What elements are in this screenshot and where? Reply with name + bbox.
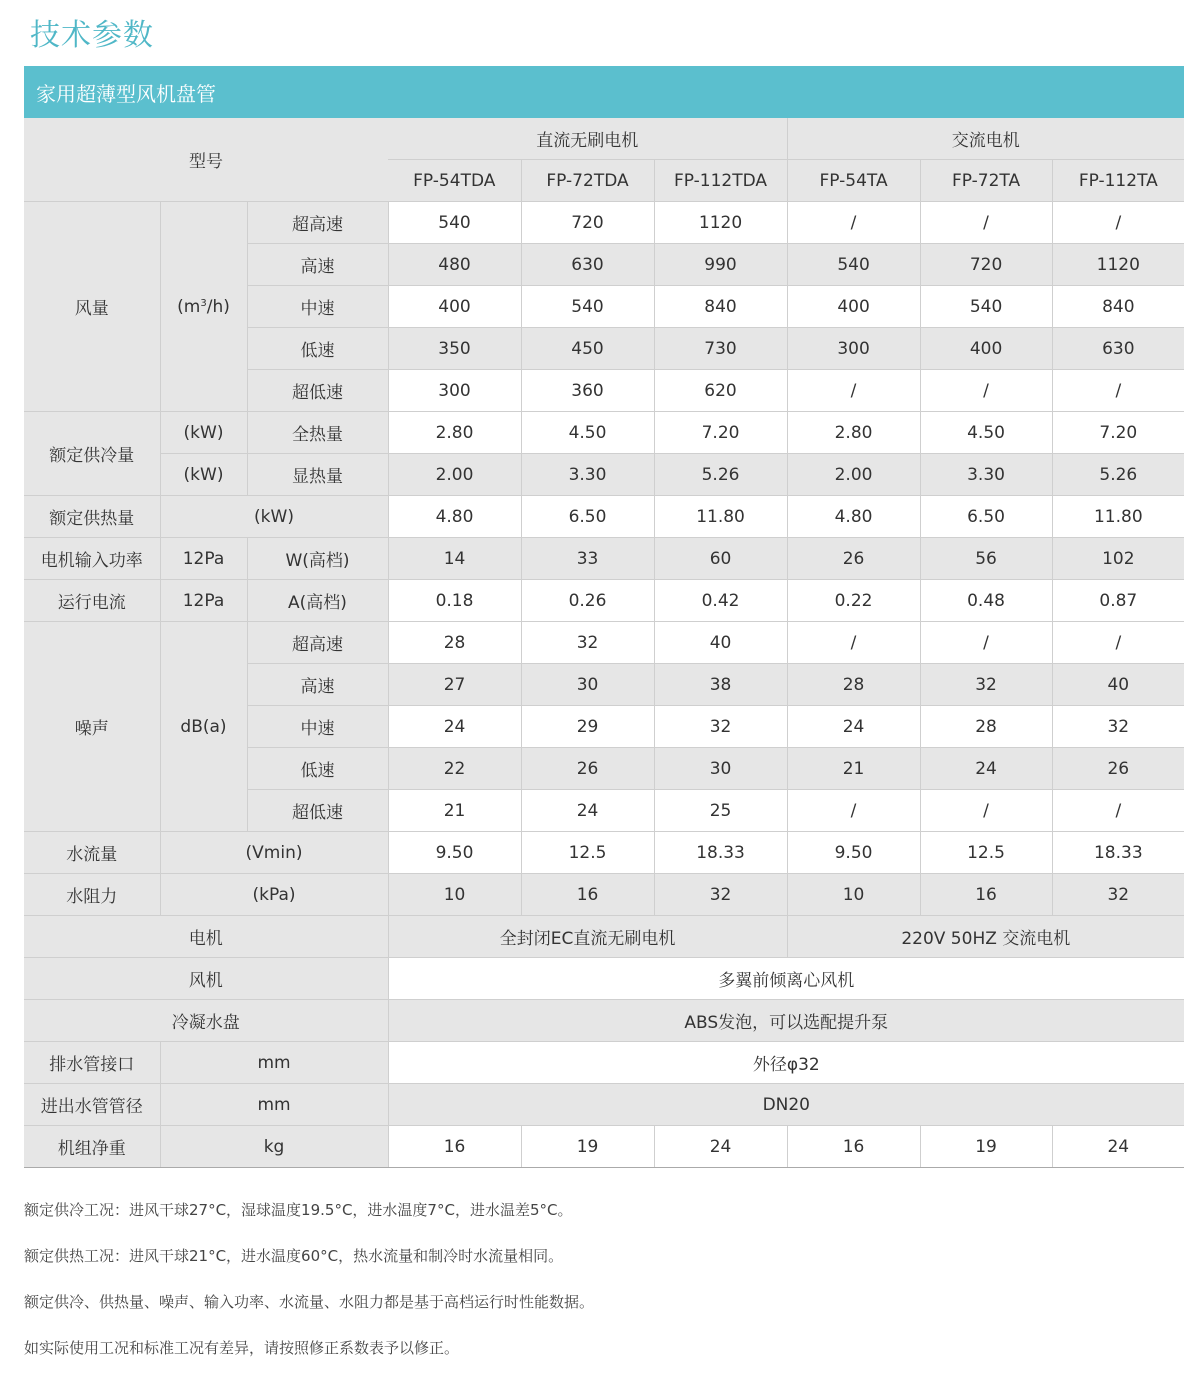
model-name: FP-54TDA (388, 160, 521, 202)
drain-pipe-unit: mm (160, 1042, 388, 1084)
current-cond: 12Pa (160, 580, 247, 622)
airflow-value: / (920, 370, 1052, 412)
fan-value: 多翼前倾离心风机 (388, 958, 1184, 1000)
table-row (24, 496, 1184, 538)
weight-label: 机组净重 (24, 1126, 160, 1168)
power-cond: 12Pa (160, 538, 247, 580)
water-pipe-value: DN20 (388, 1084, 1184, 1126)
noise-value: 26 (1052, 748, 1184, 790)
noise-value: 32 (920, 664, 1052, 706)
airflow-value: 400 (388, 286, 521, 328)
airflow-value: 620 (654, 370, 787, 412)
weight-value: 16 (787, 1126, 920, 1168)
noise-value: 26 (521, 748, 654, 790)
airflow-value: / (1052, 370, 1184, 412)
current-value: 0.42 (654, 580, 787, 622)
weight-value: 24 (1052, 1126, 1184, 1168)
speed-label: 中速 (247, 706, 388, 748)
power-value: 102 (1052, 538, 1184, 580)
heating-label: 额定供热量 (24, 496, 160, 538)
cooling-value: 2.00 (787, 454, 920, 496)
speed-label: 高速 (247, 664, 388, 706)
heating-value: 6.50 (521, 496, 654, 538)
heating-value: 4.80 (787, 496, 920, 538)
cooling-unit: (kW) (160, 412, 247, 454)
noise-value: 28 (388, 622, 521, 664)
model-name: FP-54TA (787, 160, 920, 202)
speed-label: 超低速 (247, 790, 388, 832)
notes (24, 1192, 1184, 1376)
speed-label: 低速 (247, 748, 388, 790)
water-resistance-label: 水阻力 (24, 874, 160, 916)
table-row (24, 958, 1184, 1000)
cooling-value: 2.80 (388, 412, 521, 454)
water-flow-unit: (Vmin) (160, 832, 388, 874)
unit-sup: 3 (200, 297, 207, 309)
airflow-value: / (1052, 202, 1184, 244)
noise-value: 24 (521, 790, 654, 832)
airflow-value: 540 (920, 286, 1052, 328)
motor-label: 电机 (24, 916, 388, 958)
noise-value: 32 (1052, 706, 1184, 748)
current-value: 0.22 (787, 580, 920, 622)
airflow-value: 400 (787, 286, 920, 328)
noise-value: / (1052, 622, 1184, 664)
water-flow-value: 9.50 (388, 832, 521, 874)
weight-value: 19 (521, 1126, 654, 1168)
power-unit: W(高档) (247, 538, 388, 580)
noise-value: / (920, 622, 1052, 664)
airflow-value: 300 (388, 370, 521, 412)
airflow-label: 风量 (24, 202, 160, 412)
airflow-value: / (787, 202, 920, 244)
note-basis: 额定供冷、供热量、噪声、输入功率、水流量、水阻力都是基于高档运行时性能数据。 (24, 1293, 595, 1311)
airflow-value: 840 (1052, 286, 1184, 328)
noise-value: 24 (388, 706, 521, 748)
water-resistance-value: 32 (654, 874, 787, 916)
unit-main: (m (177, 296, 201, 317)
power-value: 60 (654, 538, 787, 580)
fan-label: 风机 (24, 958, 388, 1000)
power-value: 26 (787, 538, 920, 580)
cooling-value: 3.30 (920, 454, 1052, 496)
cooling-unit: (kW) (160, 454, 247, 496)
noise-value: 32 (521, 622, 654, 664)
note-cooling: 额定供冷工况：进风干球27°C，湿球温度19.5°C，进水温度7°C，进水温差5°C。 (24, 1201, 573, 1219)
airflow-value: 1120 (654, 202, 787, 244)
speed-label: 中速 (247, 286, 388, 328)
water-flow-value: 18.33 (1052, 832, 1184, 874)
water-flow-value: 12.5 (920, 832, 1052, 874)
weight-unit: kg (160, 1126, 388, 1168)
airflow-value: 540 (787, 244, 920, 286)
airflow-value: 990 (654, 244, 787, 286)
cooling-value: 4.50 (920, 412, 1052, 454)
noise-value: / (787, 622, 920, 664)
cooling-value: 7.20 (654, 412, 787, 454)
water-flow-value: 18.33 (654, 832, 787, 874)
noise-value: 21 (787, 748, 920, 790)
current-value: 0.48 (920, 580, 1052, 622)
motor-ac: 220V 50HZ 交流电机 (787, 916, 1184, 958)
table-row (24, 916, 1184, 958)
drain-pipe-value: 外径φ32 (388, 1042, 1184, 1084)
noise-value: 28 (787, 664, 920, 706)
noise-value: / (787, 790, 920, 832)
noise-label: 噪声 (24, 622, 160, 832)
airflow-unit (160, 202, 247, 412)
airflow-value: 1120 (1052, 244, 1184, 286)
current-value: 0.87 (1052, 580, 1184, 622)
water-resistance-value: 32 (1052, 874, 1184, 916)
current-value: 0.18 (388, 580, 521, 622)
water-resistance-value: 16 (521, 874, 654, 916)
airflow-value: 720 (521, 202, 654, 244)
current-label: 运行电流 (24, 580, 160, 622)
noise-value: 22 (388, 748, 521, 790)
unit-tail: /h) (206, 296, 230, 317)
table-row (24, 832, 1184, 874)
heating-unit: (kW) (160, 496, 388, 538)
airflow-value: 480 (388, 244, 521, 286)
airflow-value: 630 (521, 244, 654, 286)
cooling-value: 5.26 (1052, 454, 1184, 496)
power-value: 14 (388, 538, 521, 580)
noise-unit: dB(a) (160, 622, 247, 832)
airflow-value: 350 (388, 328, 521, 370)
table-row (24, 1084, 1184, 1126)
model-name: FP-72TA (920, 160, 1052, 202)
noise-value: 29 (521, 706, 654, 748)
speed-label: 超高速 (247, 202, 388, 244)
cooling-value: 7.20 (1052, 412, 1184, 454)
table-row (24, 412, 1184, 454)
motor-dc: 全封闭EC直流无刷电机 (388, 916, 787, 958)
power-value: 56 (920, 538, 1052, 580)
drain-pipe-label: 排水管接口 (24, 1042, 160, 1084)
airflow-value: 840 (654, 286, 787, 328)
airflow-value: 630 (1052, 328, 1184, 370)
noise-value: 38 (654, 664, 787, 706)
water-resistance-value: 10 (388, 874, 521, 916)
speed-label: 高速 (247, 244, 388, 286)
section-banner: 家用超薄型风机盘管 (24, 66, 1184, 118)
model-name: FP-112TDA (654, 160, 787, 202)
airflow-value: / (920, 202, 1052, 244)
noise-value: 24 (920, 748, 1052, 790)
table-row (24, 1000, 1184, 1042)
water-flow-value: 12.5 (521, 832, 654, 874)
power-value: 33 (521, 538, 654, 580)
airflow-value: 540 (388, 202, 521, 244)
note-heating: 额定供热工况：进风干球21°C，进水温度60°C，热水流量和制冷时水流量相同。 (24, 1247, 564, 1265)
speed-label: 低速 (247, 328, 388, 370)
heating-value: 6.50 (920, 496, 1052, 538)
airflow-value: 300 (787, 328, 920, 370)
cooling-value: 2.00 (388, 454, 521, 496)
model-name: FP-72TDA (521, 160, 654, 202)
noise-value: 27 (388, 664, 521, 706)
weight-value: 19 (920, 1126, 1052, 1168)
water-flow-label: 水流量 (24, 832, 160, 874)
model-header: 型号 (24, 118, 388, 202)
cooling-value: 2.80 (787, 412, 920, 454)
model-name: FP-112TA (1052, 160, 1184, 202)
heating-value: 4.80 (388, 496, 521, 538)
heating-value: 11.80 (654, 496, 787, 538)
noise-value: 30 (521, 664, 654, 706)
noise-value: 32 (654, 706, 787, 748)
airflow-value: 400 (920, 328, 1052, 370)
cooling-item: 全热量 (247, 412, 388, 454)
noise-value: 21 (388, 790, 521, 832)
ac-group-header: 交流电机 (787, 118, 1184, 160)
cooling-label: 额定供冷量 (24, 412, 160, 496)
dc-group-header: 直流无刷电机 (388, 118, 787, 160)
airflow-value: 450 (521, 328, 654, 370)
airflow-value: / (787, 370, 920, 412)
table-row (24, 580, 1184, 622)
water-pipe-label: 进出水管管径 (24, 1084, 160, 1126)
drain-pan-label: 冷凝水盘 (24, 1000, 388, 1042)
speed-label: 超高速 (247, 622, 388, 664)
noise-value: 30 (654, 748, 787, 790)
airflow-value: 540 (521, 286, 654, 328)
table-row (24, 454, 1184, 496)
noise-value: 24 (787, 706, 920, 748)
table-row (24, 874, 1184, 916)
heating-value: 11.80 (1052, 496, 1184, 538)
water-pipe-unit: mm (160, 1084, 388, 1126)
power-label: 电机输入功率 (24, 538, 160, 580)
drain-pan-value: ABS发泡，可以选配提升泵 (388, 1000, 1184, 1042)
water-resistance-value: 16 (920, 874, 1052, 916)
noise-value: / (920, 790, 1052, 832)
weight-value: 24 (654, 1126, 787, 1168)
table-row (24, 1042, 1184, 1084)
current-unit: A(高档) (247, 580, 388, 622)
cooling-item: 显热量 (247, 454, 388, 496)
airflow-value: 720 (920, 244, 1052, 286)
note-correction: 如实际使用工况和标准工况有差异，请按照修正系数表予以修正。 (24, 1339, 460, 1357)
noise-value: / (1052, 790, 1184, 832)
water-flow-value: 9.50 (787, 832, 920, 874)
airflow-value: 730 (654, 328, 787, 370)
cooling-value: 5.26 (654, 454, 787, 496)
airflow-value: 360 (521, 370, 654, 412)
table-row (24, 1126, 1184, 1168)
table-row (24, 202, 1184, 244)
cooling-value: 4.50 (521, 412, 654, 454)
speed-label: 超低速 (247, 370, 388, 412)
weight-value: 16 (388, 1126, 521, 1168)
current-value: 0.26 (521, 580, 654, 622)
table-row (24, 538, 1184, 580)
table-row (24, 118, 1184, 160)
table-row (24, 622, 1184, 664)
noise-value: 28 (920, 706, 1052, 748)
noise-value: 25 (654, 790, 787, 832)
spec-table (24, 118, 1184, 1168)
water-resistance-value: 10 (787, 874, 920, 916)
noise-value: 40 (654, 622, 787, 664)
noise-value: 40 (1052, 664, 1184, 706)
water-resistance-unit: (kPa) (160, 874, 388, 916)
page-title: 技术参数 (30, 18, 154, 53)
cooling-value: 3.30 (521, 454, 654, 496)
